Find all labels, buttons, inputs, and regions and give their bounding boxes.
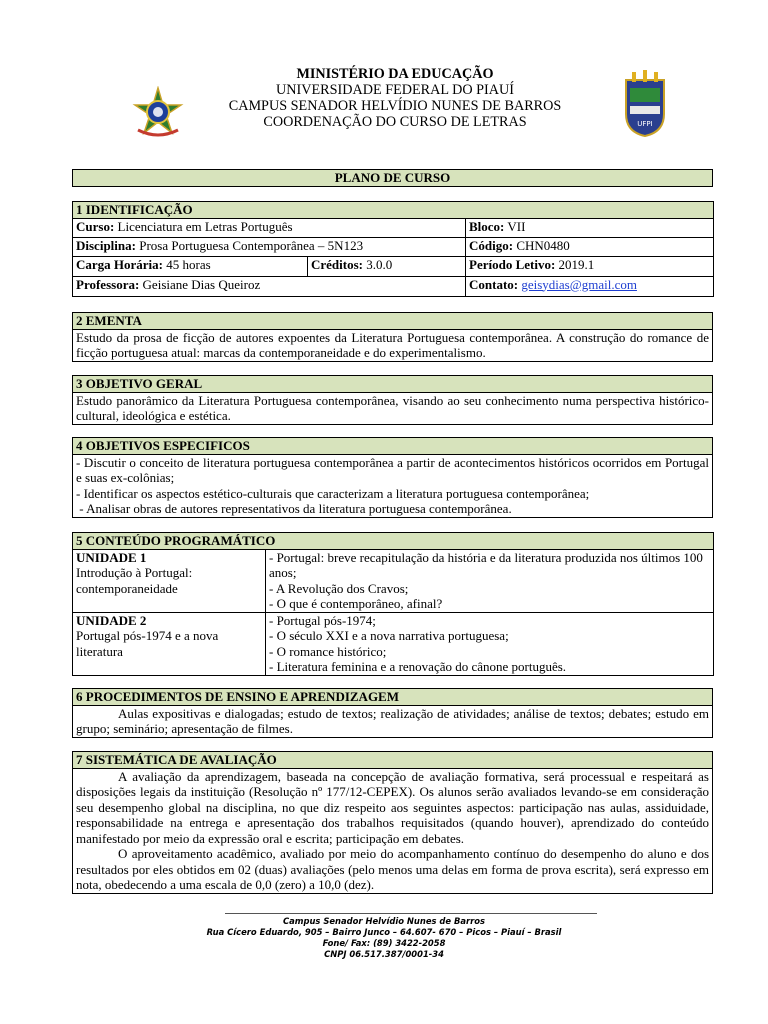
- list-item: - A Revolução dos Cravos;: [269, 580, 409, 596]
- avaliacao-text: [73, 768, 713, 893]
- university-line: UNIVERSIDADE FEDERAL DO PIAUÍ: [276, 82, 514, 98]
- unidade-2-topics: [266, 612, 714, 675]
- ufpi-crest-logo: [622, 70, 668, 138]
- footer-address: Rua Cícero Eduardo, 905 – Bairro Junco – 64.607- 670 – Picos – Piauí – Brasil: [206, 927, 562, 937]
- periodo-cell: Período Letivo: 2019.1: [466, 256, 714, 276]
- contato-email-link[interactable]: geisydias@gmail.com: [521, 276, 637, 292]
- contato-cell: Contato: geisydias@gmail.com: [466, 276, 714, 296]
- section-ementa: [72, 312, 713, 362]
- objetivos-especificos-list: [73, 454, 713, 517]
- list-item: - Discutir o conceito de literatura portuguesa contemporânea a partir de acontecimentos históricos ocorridos em Portugal e suas ex-colônias;: [76, 454, 709, 485]
- footer-campus: Campus Senador Helvídio Nunes de Barros: [282, 916, 486, 926]
- codigo-cell: Código: CHN0480: [466, 237, 714, 256]
- identificacao-title: 1 IDENTIFICAÇÃO: [73, 202, 714, 219]
- list-item: - O século XXI e a nova narrativa portuguesa;: [269, 628, 509, 643]
- ufpi-logo-text: UFPI: [637, 120, 653, 128]
- list-item: - O romance histórico;: [269, 643, 387, 659]
- section-objetivo-geral: [72, 375, 713, 425]
- creditos-cell: Créditos: 3.0.0: [308, 256, 466, 276]
- campus-line: CAMPUS SENADOR HELVÍDIO NUNES DE BARROS: [228, 98, 562, 114]
- section-identificacao: [72, 201, 713, 297]
- list-item: - O que é contemporâneo, afinal?: [269, 596, 443, 611]
- coordination-line: COORDENAÇÃO DO CURSO DE LETRAS: [263, 114, 527, 130]
- unidade-1-name: UNIDADE 1: [76, 549, 147, 565]
- footer-cnpj: CNPJ 06.517.387/0001-34: [324, 949, 444, 959]
- plan-title: PLANO DE CURSO: [73, 170, 713, 187]
- procedimentos-title: 6 PROCEDIMENTOS DE ENSINO E APRENDIZAGEM: [73, 689, 713, 706]
- conteudo-title: 5 CONTEÚDO PROGRAMÁTICO: [73, 533, 714, 550]
- unidade-1-cell: [73, 549, 266, 612]
- procedimentos-text: Aulas expositivas e dialogadas; estudo de textos; realização de atividades; análise de textos; debates; estudo em grupo; seminário; apresentação de filmes.: [73, 705, 713, 737]
- document-header: [0, 66, 768, 146]
- list-item: - Portugal: breve recapitulação da história e da literatura produzida nos últimos 100 anos;: [269, 549, 703, 580]
- ministry-line: MINISTÉRIO DA EDUCAÇÃO: [296, 66, 494, 82]
- ementa-text: Estudo da prosa de ficção de autores expoentes da Literatura Portuguesa contemporânea. A construção do romance de ficção portuguesa atual: marcas da contemporaneidade e do experimentalismo.: [73, 329, 713, 361]
- curso-cell: Curso: Licenciatura em Letras Português: [73, 218, 466, 237]
- list-item: - Identificar os aspectos estético-culturais que caracterizam a literatura portuguesa contemporânea;: [76, 485, 590, 501]
- section-conteudo-programatico: [72, 532, 713, 676]
- objetivos-especificos-title: 4 OBJETIVOS ESPECIFICOS: [73, 438, 713, 455]
- professora-cell: Professora: Geisiane Dias Queiroz: [73, 276, 466, 296]
- unidade-1-subtitle: Introdução à Portugal: contemporaneidade: [76, 565, 193, 596]
- ementa-title: 2 EMENTA: [73, 313, 713, 330]
- avaliacao-paragraph-2: O aproveitamento acadêmico, avaliado por meio do acompanhamento contínuo do desempenho do aluno e dos resultados por eles obtidos em 02 (duas) avaliações (pelo menos uma delas em forma de prova escrita), será expresso em nota, obedecendo a uma escala de 0,0 (zero) a 10,0 (dez).: [76, 846, 709, 892]
- footer-phone: Fone/ Fax: (89) 3422-2058: [322, 938, 446, 948]
- section-objetivos-especificos: [72, 437, 713, 518]
- institution-heading: [190, 66, 600, 130]
- unidade-2-name: UNIDADE 2: [76, 612, 147, 628]
- unidade-2-cell: [73, 612, 266, 675]
- section-avaliacao: [72, 751, 713, 894]
- brasil-coat-of-arms-logo: [132, 86, 184, 138]
- unidade-1-topics: [266, 549, 714, 612]
- list-item: - Portugal pós-1974;: [269, 612, 376, 628]
- avaliacao-title: 7 SISTEMÁTICA DE AVALIAÇÃO: [73, 752, 713, 769]
- avaliacao-paragraph-1: A avaliação da aprendizagem, baseada na concepção de avaliação formativa, será processual e respeitará as disposições legais da instituição (Resolução nº 177/12-CEPEX). Os alunos serão avaliados levando-se em consideração seu desempenho global na disciplina, no que diz respeito aos seguintes aspectos: participação nas aulas, assiduidade, responsabilidade na entrega e apresentação dos trabalhos requisitados (quando houver), aprendizado do conteúdo manifestado por meio da expressão oral e escrita; participação em debates.: [76, 768, 709, 846]
- unidade-2-subtitle: Portugal pós-1974 e a nova literatura: [76, 628, 219, 659]
- section-procedimentos: [72, 688, 713, 738]
- disciplina-cell: Disciplina: Prosa Portuguesa Contemporânea – 5N123: [73, 237, 466, 256]
- list-item: - Literatura feminina e a renovação do cânone português.: [269, 659, 567, 674]
- objetivo-geral-text: Estudo panorâmico da Literatura Portuguesa contemporânea, visando ao seu conhecimento numa perspectiva histórico-cultural, ideológica e estética.: [73, 392, 713, 424]
- bloco-cell: Bloco: VII: [466, 218, 714, 237]
- document-footer: [0, 907, 768, 960]
- objetivo-geral-title: 3 OBJETIVO GERAL: [73, 376, 713, 393]
- plan-title-box: [72, 169, 713, 187]
- carga-horaria-cell: Carga Horária: 45 horas: [73, 256, 308, 276]
- list-item: - Analisar obras de autores representativos da literatura portuguesa contemporânea.: [76, 501, 512, 516]
